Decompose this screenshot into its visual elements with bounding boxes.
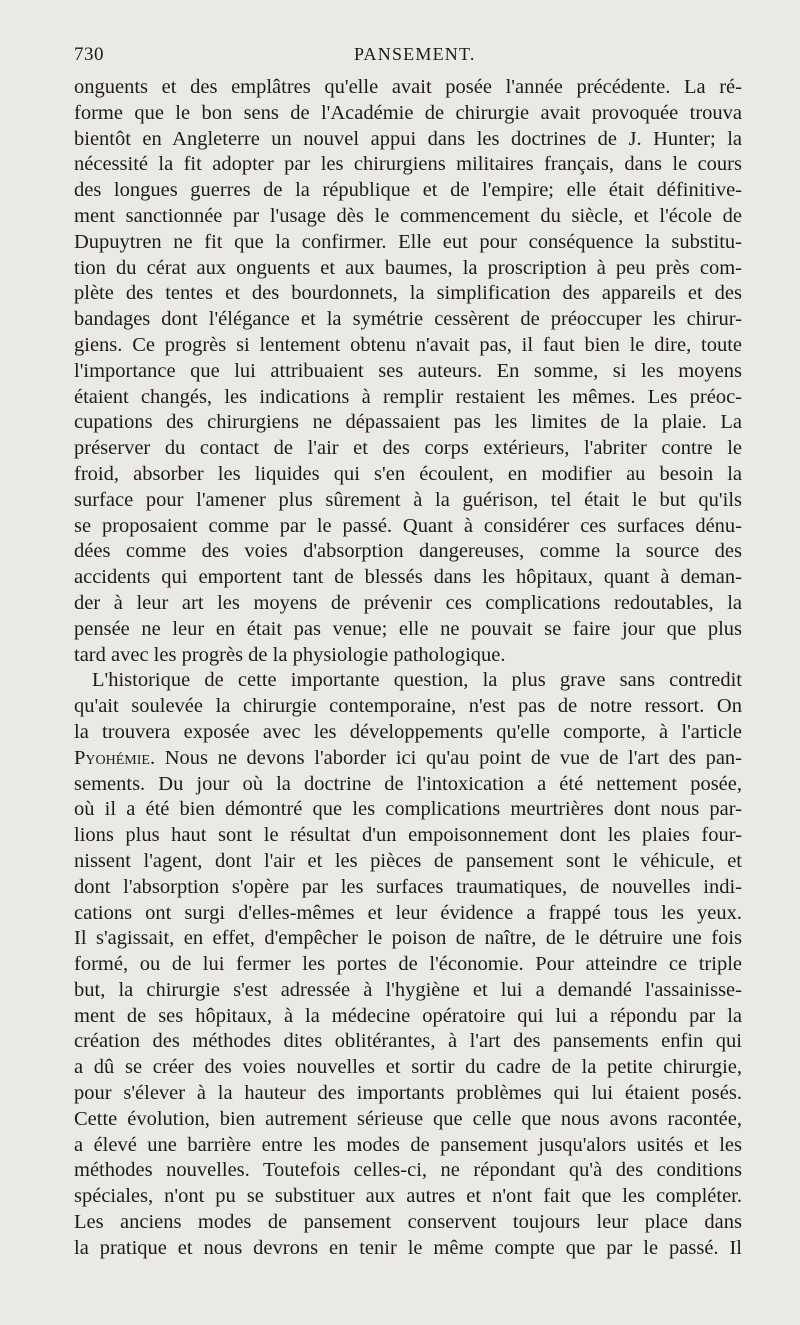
text-line: bandages dont l'élégance et la symétrie cessèrent de préoccuper les chirur- [74, 308, 742, 331]
text-line: a élevé une barrière entre les modes de pansement jusqu'alors usités et les [74, 1133, 742, 1156]
page-number: 730 [74, 44, 104, 65]
article-reference: Pyohémie. [74, 746, 156, 769]
text-line: tard avec les progrès de la physiologie pathologique. [74, 643, 506, 666]
text-line: la trouvera exposée avec les développements qu'elle comporte, à l'article [74, 720, 742, 743]
text-line: der à leur art les moyens de prévenir ces complications redoutables, la [74, 591, 742, 614]
text-line: Cette évolution, bien autrement sérieuse que celle que nous avons racontée, [74, 1107, 742, 1130]
text-line: forme que le bon sens de l'Académie de chirurgie avait provoquée trouva [74, 101, 742, 124]
text-line: sements. Du jour où la doctrine de l'intoxication a été nettement posée, [74, 772, 742, 795]
text-line: pour s'élever à la hauteur des importants problèmes qui lui étaient posés. [74, 1082, 742, 1105]
text-line: qu'ait soulevée la chirurgie contemporaine, n'est pas de notre ressort. On [74, 695, 742, 718]
text-line: L'historique de cette importante question, la plus grave sans contredit [92, 669, 742, 692]
text-line: tion du cérat aux onguents et aux baumes, la proscription à peu près com- [74, 256, 742, 279]
text-line: Les anciens modes de pansement conservent toujours leur place dans [74, 1211, 742, 1234]
text-line: cupations des chirurgiens ne dépassaient pas les limites de la plaie. La [74, 411, 742, 434]
text-line: surface pour l'amener plus sûrement à la guérison, tel était le but qu'ils [74, 488, 742, 511]
text-line: création des méthodes dites oblitérantes, à l'art des pansements enfin qui [74, 1030, 742, 1053]
text-line: formé, ou de lui fermer les portes de l'économie. Pour atteindre ce triple [74, 953, 742, 976]
text-line: Il s'agissait, en effet, d'empêcher le poison de naître, de le détruire une fois [74, 927, 742, 950]
text-line: dont l'absorption s'opère par les surfaces traumatiques, de nouvelles indi- [74, 875, 742, 898]
text-line: méthodes nouvelles. Toutefois celles-ci, ne répondant qu'à des conditions [74, 1159, 742, 1182]
text-line: se proposaient comme par le passé. Quant à considérer ces surfaces dénu- [74, 514, 742, 537]
text-line: ment de ses hôpitaux, à la médecine opératoire qui lui a répondu par la [74, 1004, 742, 1027]
text-line: nissent l'agent, dont l'air et les pièces de pansement sont le véhicule, et [74, 849, 742, 872]
running-title: PANSEMENT. [354, 44, 476, 64]
text-line: pensée ne leur en était pas venue; elle ne pouvait se faire jour que plus [74, 617, 742, 640]
text-line: onguents et des emplâtres qu'elle avait posée l'année précédente. La ré- [74, 76, 742, 98]
text-line: nécessité la fit adopter par les chirurgiens militaires français, dans le cours [74, 153, 742, 176]
text-line: bientôt en Angleterre un nouvel appui dans les doctrines de J. Hunter; la [74, 127, 742, 150]
paragraph-2 [74, 668, 742, 1261]
text-line: l'importance que lui attribuaient ses auteurs. En somme, si les moyens [74, 359, 742, 382]
text-line: froid, absorber les liquides qui s'en écoulent, en modifier au besoin la [74, 462, 742, 485]
text-line [74, 746, 742, 772]
text-line: plète des tentes et des bourdonnets, la simplification des appareils et des [74, 282, 742, 305]
text-line: des longues guerres de la république et de l'empire; elle était définitive- [74, 179, 742, 202]
text-line: a dû se créer des voies nouvelles et sortir du cadre de la petite chirurgie, [74, 1056, 742, 1079]
text-line: giens. Ce progrès si lentement obtenu n'avait pas, il faut bien le dire, toute [74, 333, 742, 356]
text-line: cations ont surgi d'elles-mêmes et leur évidence a frappé tous les yeux. [74, 901, 742, 924]
text-line: Dupuytren ne fit que la confirmer. Elle eut pour conséquence la substitu- [74, 230, 742, 253]
paragraph-1 [74, 75, 742, 668]
text-line: accidents qui emportent tant de blessés dans les hôpitaux, quant à deman- [74, 566, 742, 589]
text-line: ment sanctionnée par l'usage dès le commencement du siècle, et l'école de [74, 204, 742, 227]
text-line: lions plus haut sont le résultat d'un empoisonnement dont les plaies four- [74, 824, 742, 847]
text-line: la pratique et nous devrons en tenir le même compte que par le passé. Il [74, 1236, 742, 1259]
body-text [74, 75, 742, 1262]
text-line: étaient changés, les indications à remplir restaient les mêmes. Les préoc- [74, 385, 742, 408]
text-line: spéciales, n'ont pu se substituer aux autres et n'ont fait que les compléter. [74, 1185, 742, 1208]
text-line: où il a été bien démontré que les complications meurtrières dont nous par- [74, 798, 742, 821]
text-line: dées comme des voies d'absorption dangereuses, comme la source des [74, 540, 742, 563]
page-header [74, 44, 742, 74]
text-line: préserver du contact de l'air et des corps extérieurs, l'abriter contre le [74, 437, 742, 460]
text-line: but, la chirurgie s'est adressée à l'hygiène et lui a demandé l'assainisse- [74, 978, 742, 1001]
text-fragment: Nous ne devons l'aborder ici qu'au point de vue de l'art des pan- [155, 746, 742, 769]
